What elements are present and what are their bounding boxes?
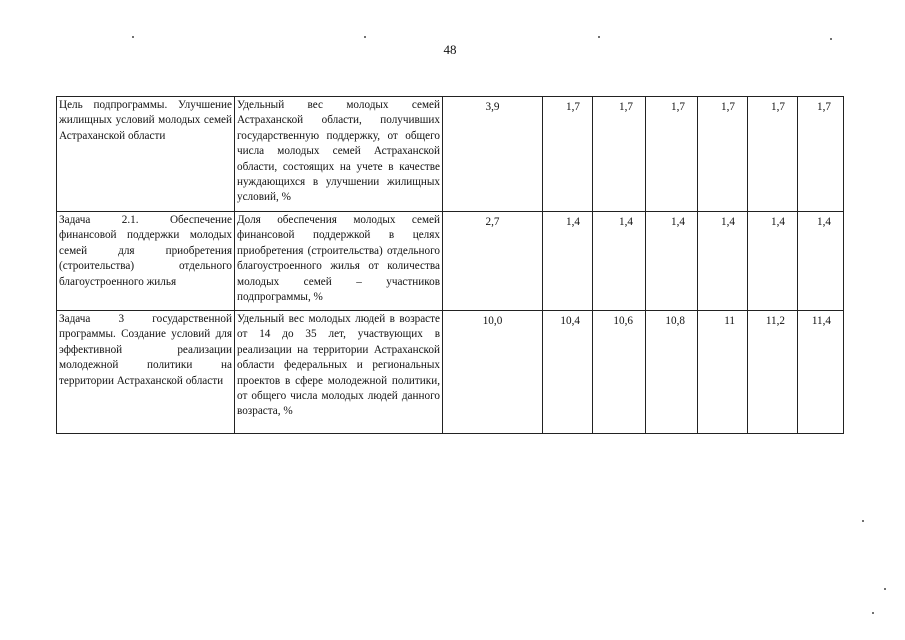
value-cell: 11,4 [798, 311, 844, 434]
goal-cell: Задача 2.1. Обеспечение финансовой поддержки молодых семей для приобретения (строительства) отдельного благоустроенного жилья [57, 212, 235, 311]
scan-speck [364, 36, 366, 38]
value-cell: 10,6 [593, 311, 646, 434]
value-cell: 10,8 [646, 311, 698, 434]
value-cell: 11 [698, 311, 748, 434]
scan-speck [132, 36, 134, 38]
value-cell: 1,4 [543, 212, 593, 311]
table-row [57, 311, 844, 434]
value-cell: 1,7 [698, 97, 748, 212]
value-cell: 2,7 [443, 212, 543, 311]
value-cell: 1,4 [798, 212, 844, 311]
value-cell: 1,4 [698, 212, 748, 311]
scan-speck [830, 38, 832, 40]
indicators-table [56, 96, 844, 434]
table-row [57, 212, 844, 311]
value-cell: 1,7 [593, 97, 646, 212]
value-cell: 10,4 [543, 311, 593, 434]
scan-speck [862, 520, 864, 522]
value-cell: 1,7 [646, 97, 698, 212]
goal-cell: Цель подпрограммы. Улучшение жилищных условий молодых семей Астраханской области [57, 97, 235, 212]
scan-speck [872, 612, 874, 614]
value-cell: 1,7 [543, 97, 593, 212]
page-number: 48 [443, 42, 457, 57]
scan-speck [884, 588, 886, 590]
value-cell: 1,4 [748, 212, 798, 311]
value-cell: 1,4 [593, 212, 646, 311]
indicator-cell: Удельный вес молодых людей в возрасте от 14 до 35 лет, участвующих в реализации на территории Астраханской области федеральных и региональных проектов в сфере молодежной политики, от общего числа молодых людей данного возраста, % [235, 311, 443, 434]
value-cell: 1,7 [798, 97, 844, 212]
value-cell: 11,2 [748, 311, 798, 434]
scan-speck [598, 36, 600, 38]
table-row [57, 97, 844, 212]
indicator-cell: Удельный вес молодых семей Астраханской области, получивших государственную поддержку, от общего числа молодых семей Астраханской области, состоящих на учете в качестве нуждающихся в улучшении жилищных условий, % [235, 97, 443, 212]
value-cell: 1,4 [646, 212, 698, 311]
value-cell: 1,7 [748, 97, 798, 212]
goal-cell: Задача 3 государственной программы. Создание условий для эффективной реализации молодежной политики на территории Астраханской области [57, 311, 235, 434]
indicator-cell: Доля обеспечения молодых семей финансовой поддержкой в целях приобретения (строительства) отдельного благоустроенного жилья от количества молодых семей – участников подпрограммы, % [235, 212, 443, 311]
value-cell: 3,9 [443, 97, 543, 212]
value-cell: 10,0 [443, 311, 543, 434]
